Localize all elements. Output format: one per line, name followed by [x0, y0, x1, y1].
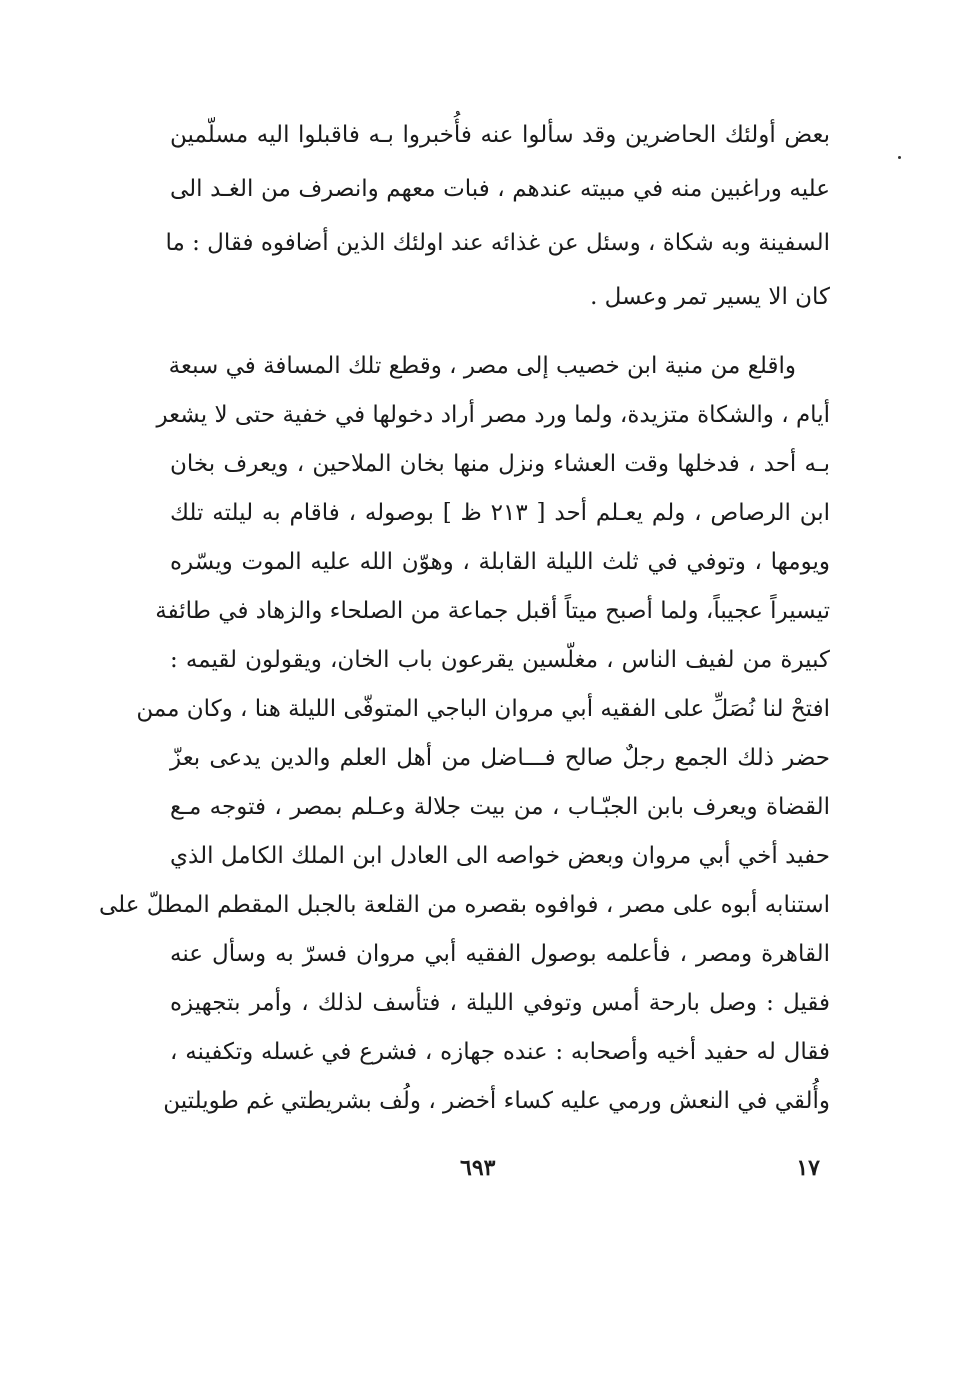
text-line: ابن الرصاص ، ولم يعـلم أحد [ ٢١٣ ظ ] بوصوله ، فاقام به ليلته تلك	[170, 500, 830, 526]
text-line: حضر ذلك الجمع رجلٌ صالح فـــاضل من أهل العلم والدين يدعى بعزّ	[170, 745, 830, 771]
text-line: القاهرة ومصر ، فأعلمه بوصول الفقيه أبي مروان فسرّ به وسأل عنه	[170, 941, 830, 967]
page-number: ٦٩٣	[460, 1155, 496, 1181]
text-line: السفينة وبه شكاة ، وسئل عن غذائه عند اولئك الذين أضافوه فقال : ما	[165, 230, 830, 256]
text-line: افتحْ لنا نُصَلِّ على الفقيه أبي مروان الباجي المتوفّى الليلة هنا ، وكان ممن	[136, 696, 830, 722]
text-line: عليه وراغبين منه في مبيته عندهم ، فبات معهم وانصرف من الغـد الى	[170, 176, 830, 202]
text-line: أيام ، والشكاة متزيدة، ولما ورد مصر أراد دخولها في خفية حتى لا يشعر	[156, 402, 830, 428]
text-line: استنابه أبوه على مصر ، فوافوه بقصره من القلعة بالجبل المقطم المطلّ على	[98, 892, 830, 918]
text-line: بـه أحد ، فدخلها وقت العشاء ونزل منها بخان الملاحين ، ويعرف بخان	[170, 451, 830, 477]
paragraph-1	[165, 108, 830, 324]
text-line: القضاة ويعرف بابن الجبّـاب ، من بيت جلالة وعـلم بمصر ، فتوجه مـع	[170, 794, 830, 820]
text-line: فقال له حفيد أخيه وأصحابه : عنده جهازه ، فشرع في غسله وتكفينه ،	[170, 1039, 830, 1065]
text-line: بعض أولئك الحاضرين وقد سألوا عنه فأُخبروا بـه فاقبلوا اليه مسلّمين	[170, 122, 830, 148]
scan-speck	[898, 156, 901, 159]
signature-mark: ١٧	[796, 1155, 820, 1181]
paragraph-2	[98, 342, 830, 1126]
text-line: تيسيراً عجيباً، ولما أصبح ميتاً أقبل جماعة من الصلحاء والزهاد في طائفة	[155, 598, 830, 624]
text-line: وأُلقي في النعش ورمي عليه كساء أخضر ، ولُف بشريطتي غم طويلتين	[163, 1088, 830, 1114]
text-line: ويومها ، وتوفي في ثلث الليلة القابلة ، وهوّن الله عليه الموت ويسّره	[170, 549, 830, 575]
page-footer	[170, 1155, 830, 1185]
text-line: كان الا يسير تمر وعسل .	[590, 284, 830, 310]
text-line: فقيل : وصل بارحة أمس وتوفي الليلة ، فتأسف لذلك ، وأمر بتجهيزه	[170, 990, 830, 1016]
text-line: واقلع من منية ابن خصيب إلى مصر ، وقطع تلك المسافة في سبعة	[168, 353, 796, 379]
text-line: حفيد أخي أبي مروان وبعض خواصه الى العادل ابن الملك الكامل الذي	[170, 843, 830, 869]
text-line: كبيرة من لفيف الناس ، مغلّسين يقرعون باب الخان، ويقولون لقيمه :	[170, 647, 830, 673]
